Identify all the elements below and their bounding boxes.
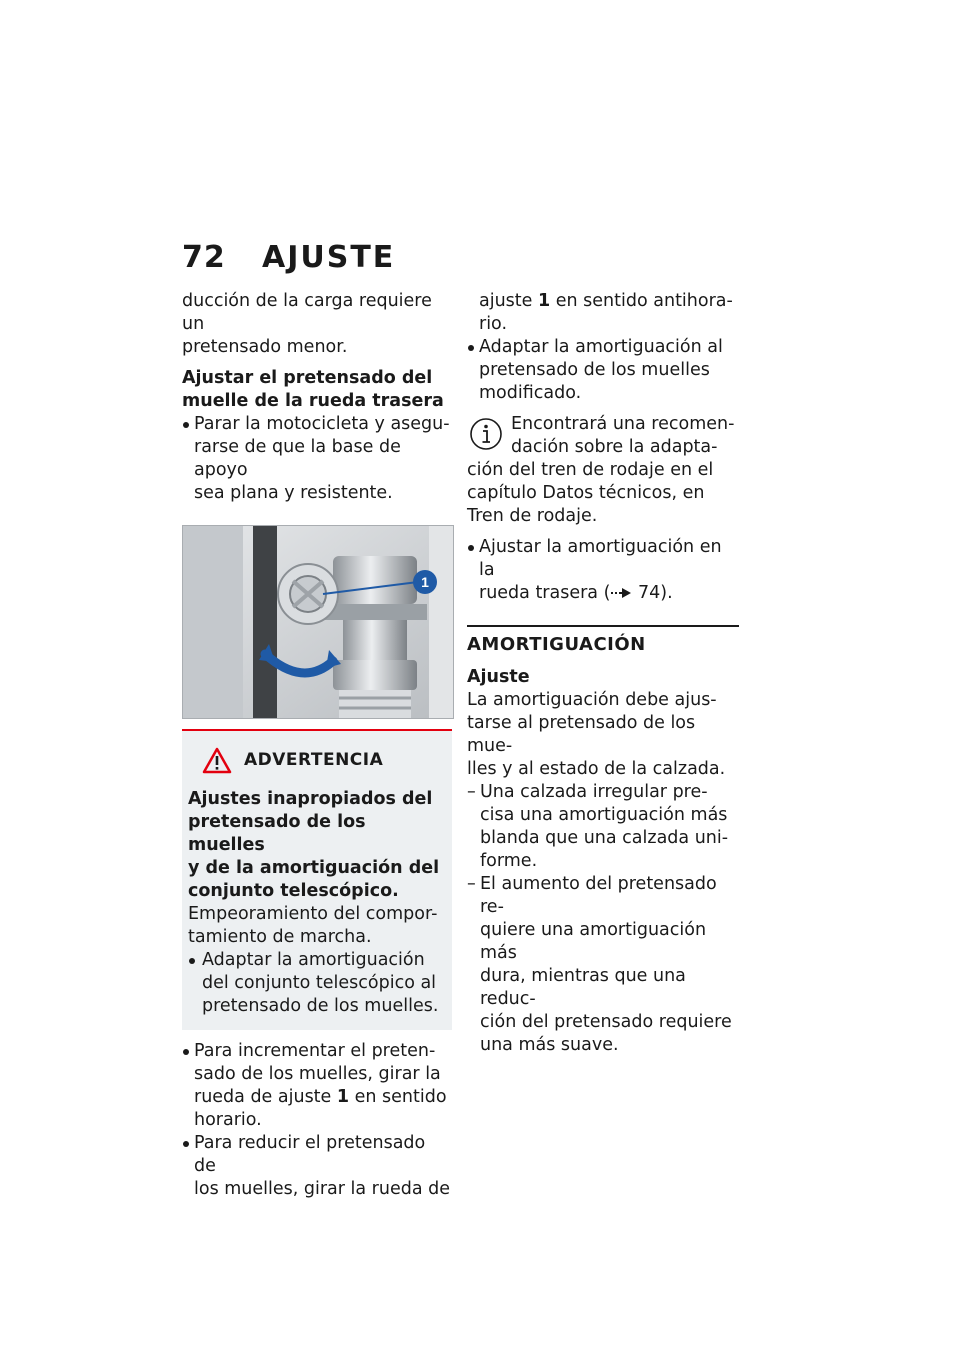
info-note bbox=[467, 413, 739, 528]
page-header bbox=[182, 240, 395, 280]
bullet-item: Parar la motocicleta y asegu- rarse de que la base de apoyo sea plana y resistente. bbox=[182, 413, 452, 505]
info-text-indented: Encontrará una recomen- dación sobre la adapta- bbox=[511, 414, 735, 457]
warning-bullet: Adaptar la amortiguación del conjunto telescópico al pretensado de los muelles. bbox=[188, 949, 446, 1018]
bullet-item: Para incrementar el preten- sado de los muelles, girar la rueda de ajuste 1 en sentido horario. bbox=[182, 1040, 452, 1132]
page-number: 72 bbox=[182, 240, 226, 275]
page-reference[interactable]: 74 bbox=[638, 583, 661, 603]
info-text: ción del tren de rodaje en el capítulo Datos técnicos, en Tren de rodaje. bbox=[467, 460, 714, 526]
left-column bbox=[182, 290, 452, 1201]
reference-number: 1 bbox=[336, 1087, 350, 1107]
bullet-item: Adaptar la amortiguación al pretensado de los muelles modificado. bbox=[467, 336, 739, 405]
warning-triangle-icon bbox=[202, 747, 232, 774]
bullet-item: Ajustar la amortiguación en la rueda trasera ( 74). bbox=[467, 536, 739, 605]
bullet-item: Para reducir el pretensado de los muelles, girar la rueda de bbox=[182, 1132, 452, 1201]
info-icon bbox=[469, 417, 503, 451]
sub-heading: Ajuste bbox=[467, 667, 530, 687]
intro-paragraph: ducción de la carga requiere un pretensado menor. bbox=[182, 291, 432, 357]
warning-text: Empeoramiento del compor- tamiento de marcha. bbox=[188, 904, 438, 947]
dash-item: – El aumento del pretensado re- quiere una amortiguación más dura, mientras que una reduc- ción del pretensado requiere una más suave. bbox=[467, 873, 739, 1057]
warning-header bbox=[188, 747, 446, 774]
section-paragraph: La amortiguación debe ajus- tarse al pretensado de los mue- lles y al estado de la calzada. bbox=[467, 690, 726, 779]
warning-bold-text: Ajustes inapropiados del pretensado de los muelles y de la amortiguación del conjunto telescópico. bbox=[188, 789, 440, 901]
dash-item: – Una calzada irregular pre- cisa una amortiguación más blanda que una calzada uni- forme. bbox=[467, 781, 739, 873]
reference-number: 1 bbox=[538, 291, 551, 311]
chapter-title: AJUSTE bbox=[262, 240, 396, 275]
warning-title: ADVERTENCIA bbox=[244, 750, 384, 770]
callout-number: 1 bbox=[421, 574, 429, 590]
shock-absorber-illustration bbox=[183, 526, 453, 718]
shock-absorber-figure bbox=[182, 525, 454, 719]
page-reference-arrow-icon bbox=[610, 587, 632, 599]
warning-box bbox=[182, 729, 452, 1030]
section-title: AMORTIGUACIÓN bbox=[467, 634, 646, 655]
section-heading-preload: Ajustar el pretensado del muelle de la rueda trasera bbox=[182, 368, 444, 411]
continued-bullet: ajuste 1 en sentido antihora- rio. bbox=[479, 291, 733, 334]
right-column bbox=[467, 290, 739, 1057]
section-divider bbox=[467, 625, 739, 627]
